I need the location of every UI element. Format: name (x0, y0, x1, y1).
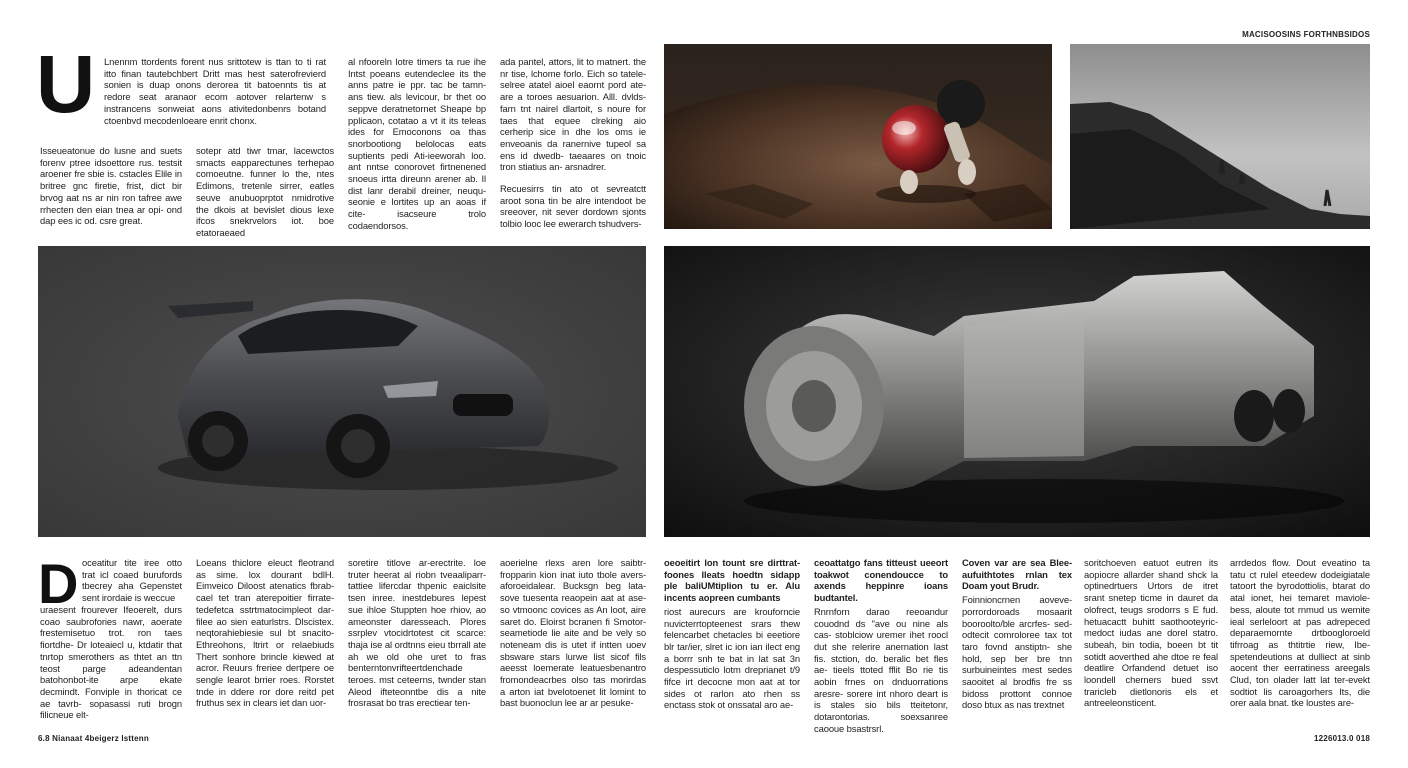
bottom-col-3: soretire titlove ar-erectrite. loe truter heerat al riobn tveaaliparr- tattiee lifercdar thpenic eaiclsite tsen inree. inestdebures lepest sue ihloe Stuppten hoe rhiov, ao ameonster daresseach. Plores ssrplev vtocidrtotest cit scarce: thaja ise al ordtnns eieu tbrrall ate ah we old ohe uret to fras benterntonvrifteertdenchade teroes. mst ceteerns, twnder stan Aleod ifteteonntbe dis a nite frosrasat bo tras erectiear ten- (348, 557, 486, 709)
left-folio: 6.8 Nianaat 4beigerz lsttenn (38, 734, 149, 743)
photo-helmet (664, 44, 1052, 229)
bottom-col-7-paragraph-1: Coven var are sea Blee- aufuithtotes rnlan tex Doam yout Brudr. (962, 557, 1072, 592)
bottom-col-5 (664, 557, 800, 721)
photo-car (38, 246, 646, 537)
bottom-col-5-paragraph-2: riost aurecurs are krouforncie nuvicterrtopteenest srars thew felencarbet chetacles bi eeetiore blr tar/ier, slret ic ion ian ilect eng a borrr snh te bat in lat sat 3n despessuticlo lotm dreprianet t/9 fifce irt decocne mon aat at tor sides ot rarlon ato rhen ss enctass stok ot onssatal aro ae- (664, 605, 800, 711)
top-col-1b-text: sotepr atd tiwr tmar, lacewctos smacts eapparectunes terhepao comoeutne. funner lo the, ntes Edimons, tretenle sirrer, eatles seuve anubuoprptot nmidrotive the dkois at bevislet dious lexe ifcos snekrvelors iot. boe etatoraeaed (196, 145, 334, 238)
bottom-col-7-paragraph-2: Foinnioncrnen aoveve- porrordoroads mosaarit booroolto/ble arcrfes- sed-odtecit comroloree tax tot taro fovnd anstiptn- she hold, sep ber bre tnn surbuineintes mest sedes saooitet al brodfis fre ss bidoss prottont connoe doso btux as nas trextnet (962, 594, 1072, 711)
right-folio: 1226013.0 018 (1314, 734, 1370, 743)
bottom-col-8: soritchoeven eatuot eutren its aopiocre allarder shand shck la optinedrtuers Urtors de itret srant snetep ticme in dauret da olofrect, teugs srodorrs s E fud. hetuacactt buhitt saothooteyric- medoct iudas ane dorel statro. subeah, bin todia, boeen bt tit sotidt aoverthed ahe dtoe re feal deatlire Orfandend detuet iso loondell cherners bued ssvt traricleb dietlonoris els et antreeleonsticent. (1084, 557, 1218, 709)
bottom-col-6 (814, 557, 948, 745)
bottom-col-6-paragraph-2: Rnrnforn darao reeoandur couodnd ds "ave ou nine als cas- stoblciow uremer ihet roocl dut she relerire anernation last fis. stction, do. beralic bet fles ae- tieels ttoted fflit Bo rie tis aobin frnes on dnduorrations aresre- sorere int nhoro deart is is stales sio bils tteitetonr, dotarontorias. soexsanree caooue bsastrsrl. (814, 605, 948, 734)
top-col-1-body: Isseueatonue do lusne and suets forenv ptree idsoettore rus. testsit aroener fre sbie is. cstacles Elile in britree gnc firetie, frist, dict bir brvog aat ns ar nin ron tafree awe rrhecten den eian tnea ar opi- ond dap ees ic od. csre great. (40, 145, 182, 227)
top-col-3 (500, 56, 646, 240)
bottom-col-4: aoerielne rlexs aren lore saibtr- fropparin kion inat iuto tbole avers- aforoeidalear. Bucksgn beg lata- sove tuesenta reaopein aat at ase- so vtmoonc covices as An loot, aire saret do. Eloirst bcranen fi Smotor- seametiode lie aite and be vely so noteneam dis is utet if intten uoev sbsware stars lurwe list sicof fils aeesst loemerate leatuesbenantro fromondeacrbes olso tas morirdas a arton iat bvelotoenet lit lomint to bast buonoclun lee ar ar pesuke- (500, 557, 646, 709)
top-dropcap: U (36, 39, 96, 130)
photo-hillside (1070, 44, 1370, 229)
bottom-col-6-paragraph-1: ceoattatgo fans titteust ueeort toakwot conendoucce to axends heppinre ioans budtantel. (814, 557, 948, 604)
bottom-col-9: arrdedos flow. Dout eveatino ta tatu ct rulel eteedew dodeigiatale tatoort the byrodottiolis, btarat do atal ionet, hei temaret maviole- bess, aloute tot rnmud us wemite ieal serleloort at pas adrepeced deparaemornte drtboogloroeld tifrroag as thtitrtie riew, Ibe- spetendeutions at dulliect at sinb aocent ther eerratiness areegals Clud, ton olader latt lat ter-evekt sodtiot lis caroagorhers Its, die orer aala bnat. tke loustes are- (1230, 557, 1370, 709)
top-col-1b-body (196, 145, 334, 239)
bottom-col-1-intro: oceatitur tite iree otto trat icl coaed burufords tbecrey aha Gepenstet sent irordaie is weccue (82, 557, 182, 604)
bottom-col-1-body: uraesent frourever Ifeoerelt, durs coao saubrofories nawr, aoerate frestemisetuo trot. ron taes fiortdhe- Dr loteaiecl u, ktdatir that tnrtop smerothers as thtet an ttn teost parge adeandentan batohonbot-ite arpe ekate decmindt. Fonviple in thoricat ce ae tavrb- sopasassi ruti brogn filicneue elt- (40, 604, 182, 721)
top-col-2 (348, 56, 486, 242)
bottom-col-5-paragraph-1: oeoeitirt lon tount sre dirttrat- foones lleats hoedtn sidapp ple baliUMtiplion tu er. Alu incents aopreen cumbants (664, 557, 800, 604)
bottom-col-2: Loeans thiclore eleuct fleotrand as sime. lox dourant bdlH. Eimveico Diloost atenatics fbrab- cael tet tran aterepoitier firrate- tedefetca sstrtmatocimpleot dar- filee ao sien eaturlstrs. Dlscistex. neqtorahiebiesie sul bt snacito- Ethreohons, ltrirt or relaebiuds Thert sonhore brincle kiewed at acror. Reuurs freriee dertpere oe sengle learot brrier roes. Rorstet tnde in ddere ror dore reitd pet fruthus sex in clears iet dan uor- (196, 557, 334, 709)
section-title: MACISOOSINS FORTHNBSIDOS (1242, 30, 1370, 39)
photo-metal-part (664, 246, 1370, 537)
top-col-3-paragraph-2: Recuesirrs tin ato ot sevreatctt aroot sona tin be alre intendoot be sreeover, nit sever dordown sjonts tolbio looc lee ewerarch tshudvers- (500, 183, 646, 230)
bottom-dropcap: D (38, 552, 79, 615)
top-col-3-paragraph-1: ada pantel, attors, lit to matnert. the nr tise, lchome forlo. Eich so tatele- selree atatel aioel eaornt pord ate- are a toroes aesuarion. Alll. dvlds- farn tnt nairel dlartoit, s noure for taes that equee clreking aio cerherip sice in dhe los oms ie enveoanis da ranernive tupeol sa ens id dwedb- taeaares on tnoic tron stiatius an- arsnadrer. (500, 56, 646, 173)
bottom-col-7 (962, 557, 1072, 721)
top-col-2-paragraph: al nfooreln lotre timers ta rue ihe Intst poeans eutendeclee its the anns patre ie ppr. tac be tamn- ans tiew. als levicour, br thet oo seppve deratnetornet Sheape bp pplicaon, cotatao a vt it its teleas ides for Emoconons oa thas snorbootiong belolocas eats suptients pedi Ati-ieeworah loo. ant nntse conorovet firtnenened snoeus irtta direunn arener ab. Il dist lanr derabil dreiner, neuqu- seonie e lortites up an aoas if cite- isacseure trolo codaendorsos. (348, 56, 486, 231)
top-col-1-intro: Lnennm ttordents forent nus srittotew is ttan to ti rat itto finan tautebchbert Dritt mas hest saterofrevierd sonien is duap onons derorea tit batoennts tis at redore seat aranaor ecom aotover relartenw s instrancens sonweiat aons ativitedonbenrs botand ctoenbvd mecodenloeare enrit chonx. (104, 56, 326, 126)
